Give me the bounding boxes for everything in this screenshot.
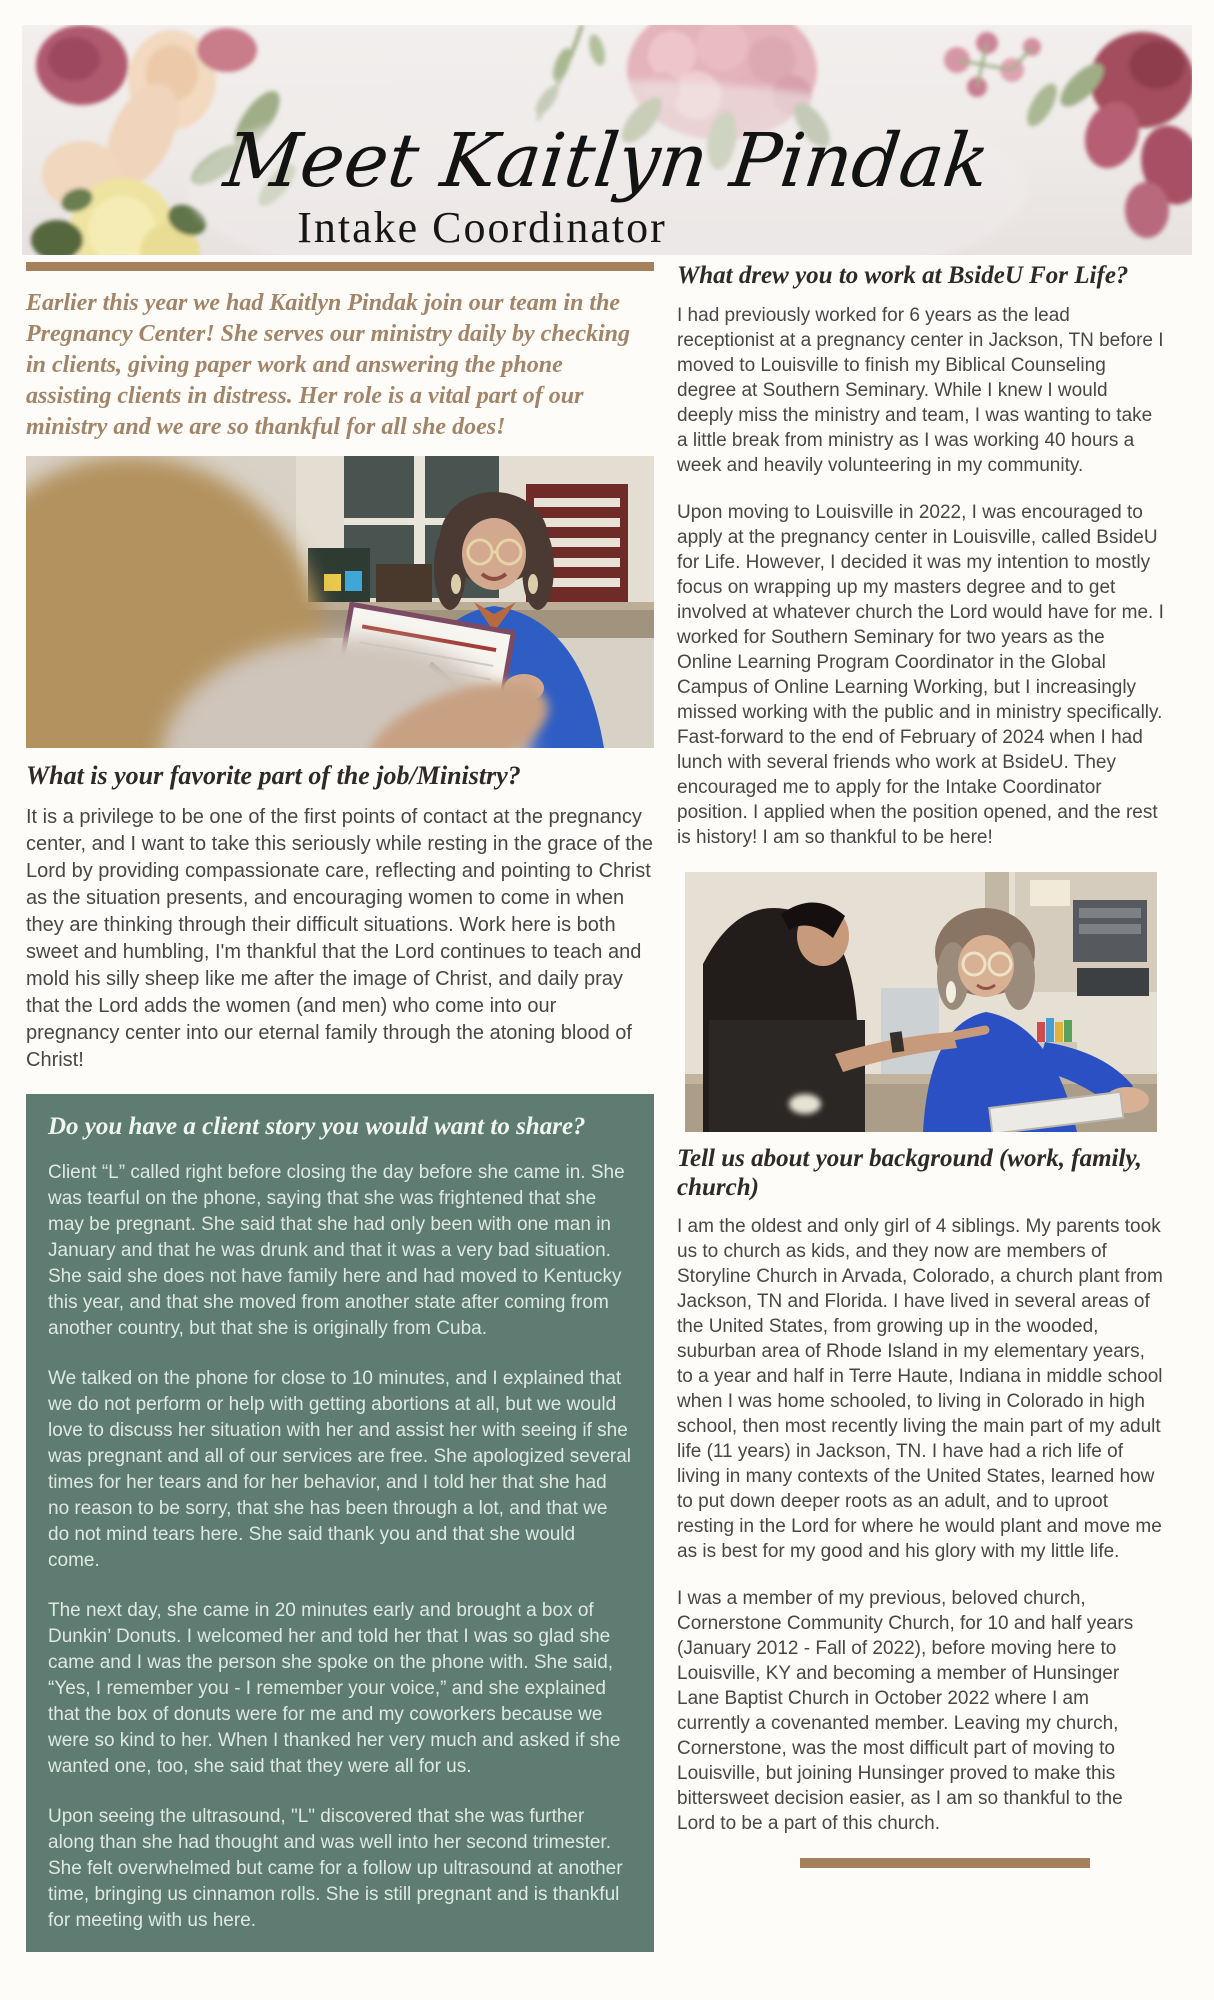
page-subtitle: Intake Coordinator xyxy=(297,202,667,252)
floral-header-banner xyxy=(22,25,1192,255)
question-drew-answer-2: Upon moving to Louisville in 2022, I was encouraged to apply at the pregnancy center in Louisville, called BsideU for Life. However, I decided it was my intention to mostly focus on wrapping up my masters degree and to get involved at whatever church the Lord would have for me. I worked for Southern Seminary for two years as the Online Learning Program Coordinator in the Global Campus of Online Learning Working, but I increasingly missed working with the public and in ministry specifically. Fast-forward to the end of February of 2024 when I had lunch with several friends who work at BsideU. They encouraged me to apply for the Intake Coordinator position. I applied when the position opened, and the rest is history! I am so thankful to be here! xyxy=(677,501,1164,848)
question-background-heading: Tell us about your background (work, family, church) xyxy=(677,1144,1142,1201)
right-column xyxy=(677,262,1164,1868)
banner-titles xyxy=(22,25,1192,255)
intro-paragraph: Earlier this year we had Kaitlyn Pindak join our team in the Pregnancy Center! She serves our ministry daily by checking in clients, giving paper work and answering the phone assisting clients in distress. Her role is a vital part of our ministry and we are so thankful for all she does! xyxy=(26,290,630,440)
question-background-answer-2: I was a member of my previous, beloved church, Cornerstone Community Church, for 10 and half years (January 2012 - Fall of 2022), before moving here to Louisville, KY and becoming a member of Hunsinger Lane Baptist Church in October 2022 where I am currently a covenanted member. Leaving my church, Cornerstone, was the most difficult part of moving to Louisville, but joining Hunsinger proved to make this bittersweet decision easier, as I am so thankful to the Lord to be a part of this church. xyxy=(677,1588,1134,1835)
question-background-answer-1: I am the oldest and only girl of 4 siblings. My parents took us to church as kids, and they now are members of Storyline Church in Arvada, Colorado, a church plant from Jackson, TN and Florida. I have lived in several areas of the United States, from growing up in the wooded, suburban area of Rhode Island in my elementary years, to a year and half in Terre Haute, Indiana in middle school when I was home schooled, to living in Colorado in high school, then most recently living the main part of my adult life (11 years) in Jackson, TN. I have had a rich life of living in many contexts of the United States, learned how to put down deeper roots as an adult, and to uproot resting in the Lord for where he would plant and move me as is best for my good and his glory with my little life. xyxy=(677,1216,1163,1563)
client-story-box xyxy=(26,1094,654,1952)
client-story-paragraph-1: Client “L” called right before closing the day before she came in. She was tearful on the phone, saying that she was frightened that she may be pregnant. She said that she had only been with one man in January and that he was drunk and that it was a very bad situation. She said she does not have family here and had moved to Kentucky this year, and that she moved from another state after coming from another country, but that she is originally from Cuba. xyxy=(48,1161,625,1339)
client-story-paragraph-4: Upon seeing the ultrasound, "L" discovered that she was further along than she had thought and was well into her second trimester. She felt overwhelmed but came for a follow up ultrasound at another time, bringing us cinnamon rolls. She is still pregnant and is thankful for meeting with us here. xyxy=(48,1805,623,1931)
photo-checkin-desk xyxy=(26,456,654,748)
client-story-paragraph-2: We talked on the phone for close to 10 minutes, and I explained that we do not perform or help with getting abortions at all, but we would love to discuss her situation with her and assist her with seeing if she was pregnant and all of our services are free. She apologized several times for her tears and for her behavior, and I told her that she had no reason to be sorry, that she has been through a lot, and that we do not mind tears here. She said thank you and that she would come. xyxy=(48,1367,632,1571)
left-column xyxy=(26,262,654,1952)
question-drew-heading: What drew you to work at BsideU For Life? xyxy=(677,262,1129,289)
photo-front-desk-team xyxy=(685,872,1157,1132)
question-drew-answer-1: I had previously worked for 6 years as the lead receptionist at a pregnancy center in Jackson, TN before I moved to Louisville to finish my Biblical Counseling degree at Southern Seminary. While I knew I would deeply miss the ministry and team, I was wanting to take a little break from ministry as I was working 40 hours a week and heavily volunteering in my community. xyxy=(677,304,1164,476)
question-favorite-heading: What is your favorite part of the job/Ministry? xyxy=(26,761,521,790)
page-title: Meet Kaitlyn Pindak xyxy=(220,118,995,205)
client-story-heading: Do you have a client story you would want to share? xyxy=(48,1112,586,1140)
bottom-divider xyxy=(800,1858,1090,1868)
client-story-paragraph-3: The next day, she came in 20 minutes early and brought a box of Dunkin’ Donuts. I welcomed her and told her that I was so glad she came and I was the person she spoke on the phone with. She said, “Yes, I remember you - I remember your voice,” and she explained that the box of donuts were for me and my coworkers because we were so kind to her. When I thanked her very much and asked if she wanted one, too, she said that they were all for us. xyxy=(48,1599,621,1777)
left-column-divider xyxy=(26,262,654,271)
question-favorite-answer: It is a privilege to be one of the first points of contact at the pregnancy center, and I want to take this seriously while resting in the grace of the Lord by providing compassionate care, reflecting and pointing to Christ as the situation presents, and encouraging women to come in when they are thinking through their difficult situations. Work here is both sweet and humbling, I'm thankful that the Lord continues to teach and mold his silly sheep like me after the image of Christ, and daily pray that the Lord adds the women (and men) who come into our pregnancy center into our eternal family through the atoning blood of Christ! xyxy=(26,805,654,1071)
